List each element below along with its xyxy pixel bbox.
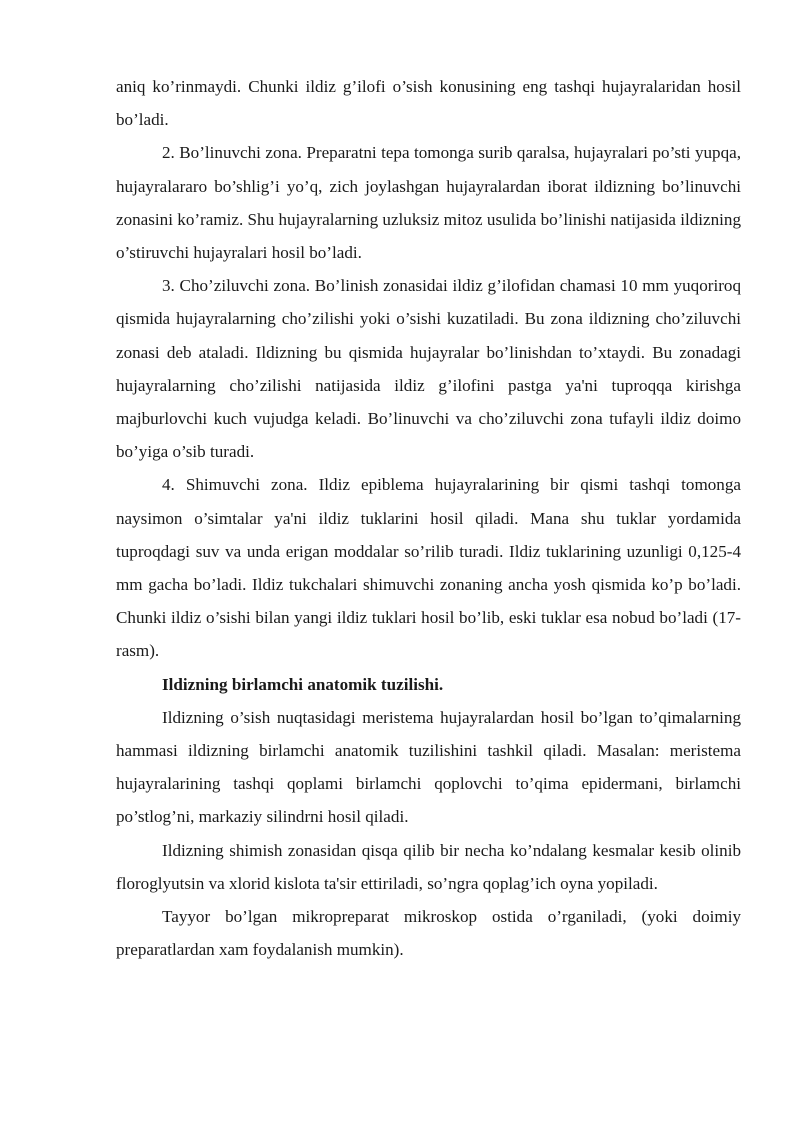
paragraph-cross-sections: Ildizning shimish zonasidan qisqa qilib bir necha ko’ndalang kesmalar kesib olinib floroglyutsin va xlorid kislota ta'sir ettiriladi, so’ngra qoplag’ich oyna yopiladi. [116,840,741,893]
section-heading: Ildizning birlamchi anatomik tuzilishi. [162,674,444,694]
paragraph-elongation-zone: 3. Cho’ziluvchi zona. Bo’linish zonasidai ildiz g’ilofidan chamasi 10 mm yuqoriroq qismida hujayralarning cho’zilishi yoki o’sishi kuzatiladi. Bu zona ildizning cho’ziluvchi zonasi deb ataladi. Ildizning bu qismida hujayralar bo’linishdan to’xtaydi. Bu zonadagi hujayralarning cho’zilishi natijasida ildiz g’ilofini pastga ya'ni tuproqqa kirishga majburlovchi kuch vujudga keladi. Bo’linuvchi va cho’ziluvchi zona tufayli ildiz doimo bo’yiga o’sib turadi. [116,276,741,462]
paragraph-micropreparation: Tayyor bo’lgan mikropreparat mikroskop ostida o’rganiladi, (yoki doimiy preparatlardan xam foydalanish mumkin). [116,907,741,960]
paragraph-dividing-zone: 2. Bo’linuvchi zona. Preparatni tepa tomonga surib qaralsa, hujayralari po’sti yupqa, hujayralararo bo’shlig’i yo’q, zich joylashgan hujayralardan iborat ildizning bo’linuvchi zonasini ko’ramiz. Shu hujayralarning uzluksiz mitoz usulida bo’linishi natijasida ildizning o’stiruvchi hujayralari hosil bo’ladi. [116,143,741,263]
document-body [116,70,741,966]
paragraph-primary-structure: Ildizning o’sish nuqtasidagi meristema hujayralardan hosil bo’lgan to’qimalarning hammasi ildizning birlamchi anatomik tuzilishini tashkil qiladi. Masalan: meristema hujayralarining tashqi qoplami birlamchi qoplovchi to’qima epidermani, birlamchi po’stlog’ni, markaziy silindrni hosil qiladi. [116,707,741,827]
paragraph-absorption-zone: 4. Shimuvchi zona. Ildiz epiblema hujayralarining bir qismi tashqi tomonga naysimon o’simtalar ya'ni ildiz tuklarini hosil qiladi. Mana shu tuklar yordamida tuproqdagi suv va unda erigan moddalar so’rilib turadi. Ildiz tuklarining uzunligi 0,125-4 mm gacha bo’ladi. Ildiz tukchalari shimuvchi zonaning ancha yosh qismida ko’p bo’ladi. Chunki ildiz o’sishi bilan yangi ildiz tuklari hosil bo’lib, eski tuklar esa nobud bo’ladi (17-rasm). [116,475,741,661]
paragraph-continuation: aniq ko’rinmaydi. Chunki ildiz g’ilofi o’sish konusining eng tashqi hujayralaridan hosil bo’ladi. [116,77,741,130]
